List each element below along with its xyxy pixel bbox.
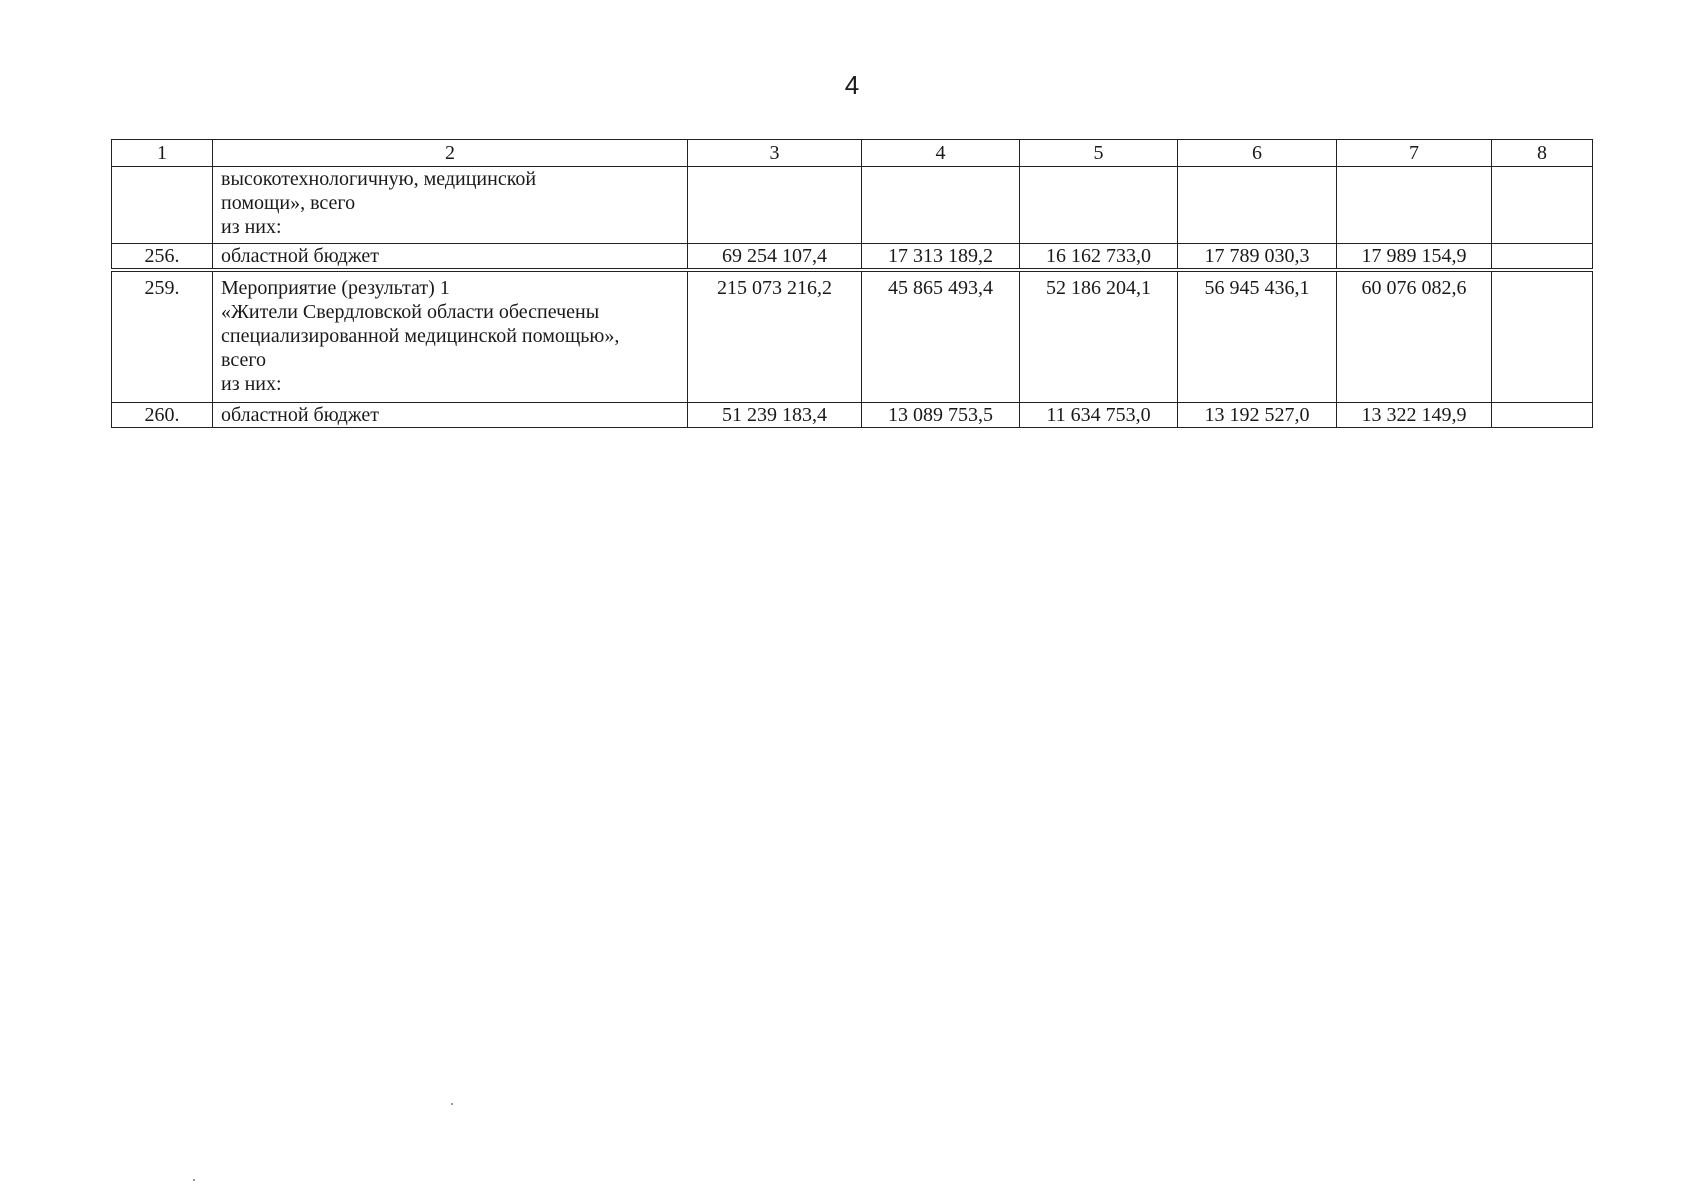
value-cell: 52 186 204,1	[1020, 270, 1178, 403]
row-name-line: высокотехнологичную, медицинской	[221, 168, 537, 190]
column-number: 4	[862, 140, 1020, 167]
row-name-line: из них:	[221, 216, 282, 238]
row-number: 260.	[112, 403, 213, 428]
column-number: 6	[1178, 140, 1337, 167]
value-cell: 45 865 493,4	[862, 270, 1020, 403]
column-number-row	[112, 140, 1593, 167]
row-number: 256.	[112, 244, 213, 271]
row-name	[213, 244, 688, 271]
value-cell	[1492, 270, 1593, 403]
row-name-line: «Жители Свердловской области обеспечены	[221, 301, 600, 323]
column-number: 7	[1337, 140, 1492, 167]
column-number: 2	[213, 140, 688, 167]
table-row	[112, 270, 1593, 403]
value-cell: 16 162 733,0	[1020, 244, 1178, 271]
column-number: 1	[112, 140, 213, 167]
scan-speck	[193, 1179, 195, 1181]
column-number: 8	[1492, 140, 1593, 167]
value-cell: 56 945 436,1	[1178, 270, 1337, 403]
value-cell	[1492, 167, 1593, 244]
table-row	[112, 167, 1593, 244]
value-cell	[1020, 167, 1178, 244]
value-cell	[1492, 403, 1593, 428]
budget-table	[111, 139, 1593, 428]
row-name	[213, 270, 688, 403]
row-name-line: специализированной медицинской помощью»,	[221, 325, 620, 347]
row-name	[213, 167, 688, 244]
page-number: 4	[844, 70, 860, 100]
value-cell: 17 989 154,9	[1337, 244, 1492, 271]
column-number: 5	[1020, 140, 1178, 167]
value-cell: 60 076 082,6	[1337, 270, 1492, 403]
table-row	[112, 403, 1593, 428]
value-cell: 13 192 527,0	[1178, 403, 1337, 428]
row-name-line: всего	[221, 349, 267, 371]
row-name-line: областной бюджет	[221, 404, 380, 426]
value-cell: 13 322 149,9	[1337, 403, 1492, 428]
row-name	[213, 403, 688, 428]
row-number: 259.	[112, 270, 213, 403]
value-cell: 13 089 753,5	[862, 403, 1020, 428]
row-name-line: из них:	[221, 373, 282, 395]
value-cell: 69 254 107,4	[688, 244, 862, 271]
column-number: 3	[688, 140, 862, 167]
value-cell: 17 789 030,3	[1178, 244, 1337, 271]
table-row	[112, 244, 1593, 271]
row-number	[112, 167, 213, 244]
value-cell	[688, 167, 862, 244]
value-cell	[862, 167, 1020, 244]
value-cell: 51 239 183,4	[688, 403, 862, 428]
value-cell	[1178, 167, 1337, 244]
value-cell	[1337, 167, 1492, 244]
value-cell: 11 634 753,0	[1020, 403, 1178, 428]
value-cell: 17 313 189,2	[862, 244, 1020, 271]
row-name-line: помощи», всего	[221, 192, 356, 214]
value-cell	[1492, 244, 1593, 271]
row-name-line: Мероприятие (результат) 1	[221, 277, 450, 299]
value-cell: 215 073 216,2	[688, 270, 862, 403]
row-name-line: областной бюджет	[221, 245, 380, 267]
scan-speck	[451, 1103, 453, 1105]
